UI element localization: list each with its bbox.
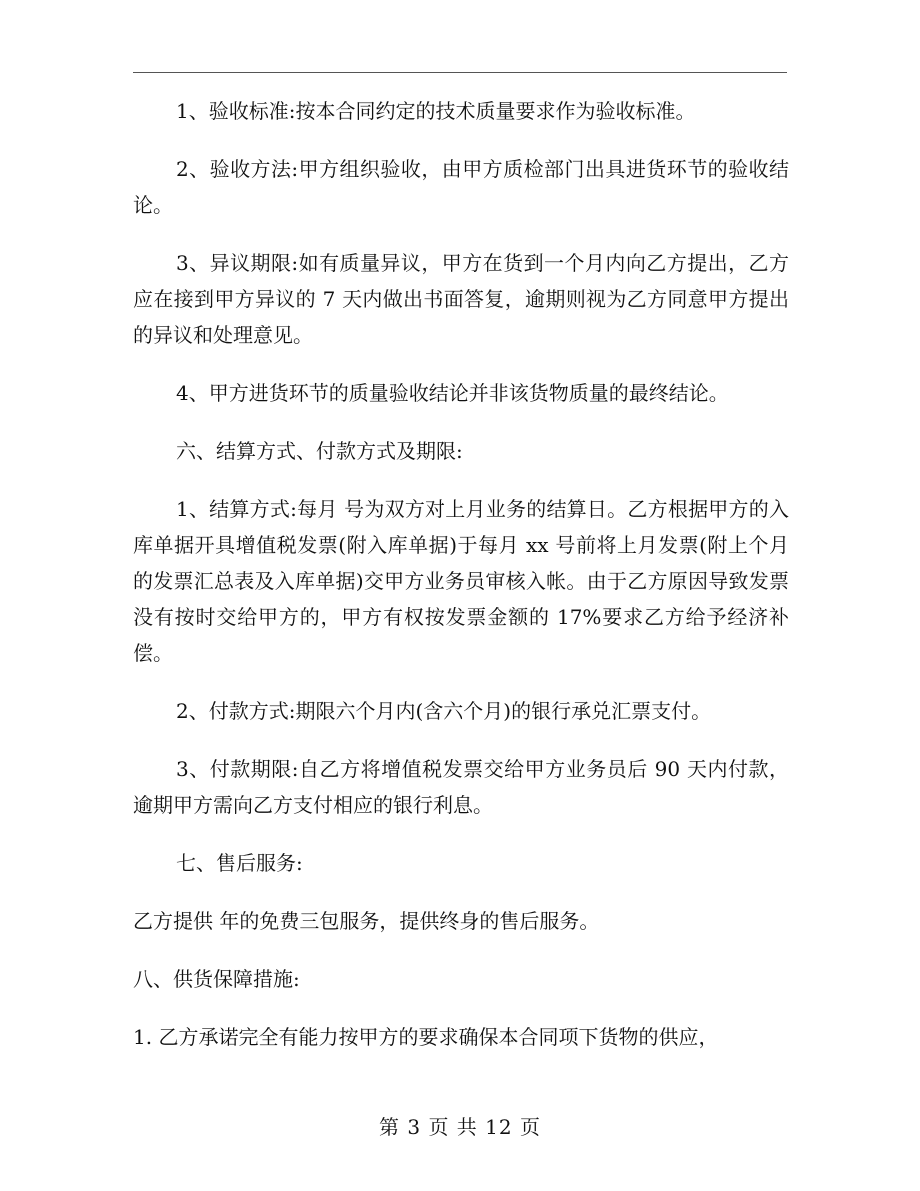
document-body — [133, 93, 789, 1077]
section-heading-supply-guarantee: 八、供货保障措施: — [133, 967, 300, 991]
paragraph-acceptance-standard: 1、验收标准:按本合同约定的技术质量要求作为验收标准。 — [176, 99, 696, 123]
paragraph-supply-commitment: 1. 乙方承诺完全有能力按甲方的要求确保本合同项下货物的供应， — [133, 1025, 719, 1049]
paragraph-payment-period: 3、付款期限:自乙方将增值税发票交给甲方业务员后 90 天内付款，逾期甲方需向乙方支付相应的银行利息。 — [133, 757, 789, 817]
paragraph-after-sales-service: 乙方提供 年的免费三包服务，提供终身的售后服务。 — [133, 909, 600, 933]
header-rule — [133, 72, 787, 73]
paragraph-acceptance-method: 2、验收方法:甲方组织验收，由甲方质检部门出具进货环节的验收结论。 — [133, 157, 789, 217]
paragraph-payment-method: 2、付款方式:期限六个月内(含六个月)的银行承兑汇票支付。 — [176, 699, 712, 723]
section-heading-after-sales: 七、售后服务: — [176, 851, 303, 875]
paragraph-settlement-method: 1、结算方式:每月 号为双方对上月业务的结算日。乙方根据甲方的入库单据开具增值税发票(附入库单据)于每月 xx 号前将上月发票(附上个月的发票汇总表及入库单据)交甲方业务员审核入帐。由于乙方原因导致发票没有按时交给甲方的，甲方有权按发票金额的 17%要求乙方给予经济补偿。 — [133, 497, 789, 665]
paragraph-objection-period: 3、异议期限:如有质量异议，甲方在货到一个月内向乙方提出，乙方应在接到甲方异议的 7 天内做出书面答复，逾期则视为乙方同意甲方提出的异议和处理意见。 — [133, 251, 789, 347]
page-number-footer: 第 3 页 共 12 页 — [379, 1115, 541, 1139]
section-heading-settlement: 六、结算方式、付款方式及期限: — [176, 439, 463, 463]
paragraph-inspection-conclusion: 4、甲方进货环节的质量验收结论并非该货物质量的最终结论。 — [176, 381, 729, 405]
